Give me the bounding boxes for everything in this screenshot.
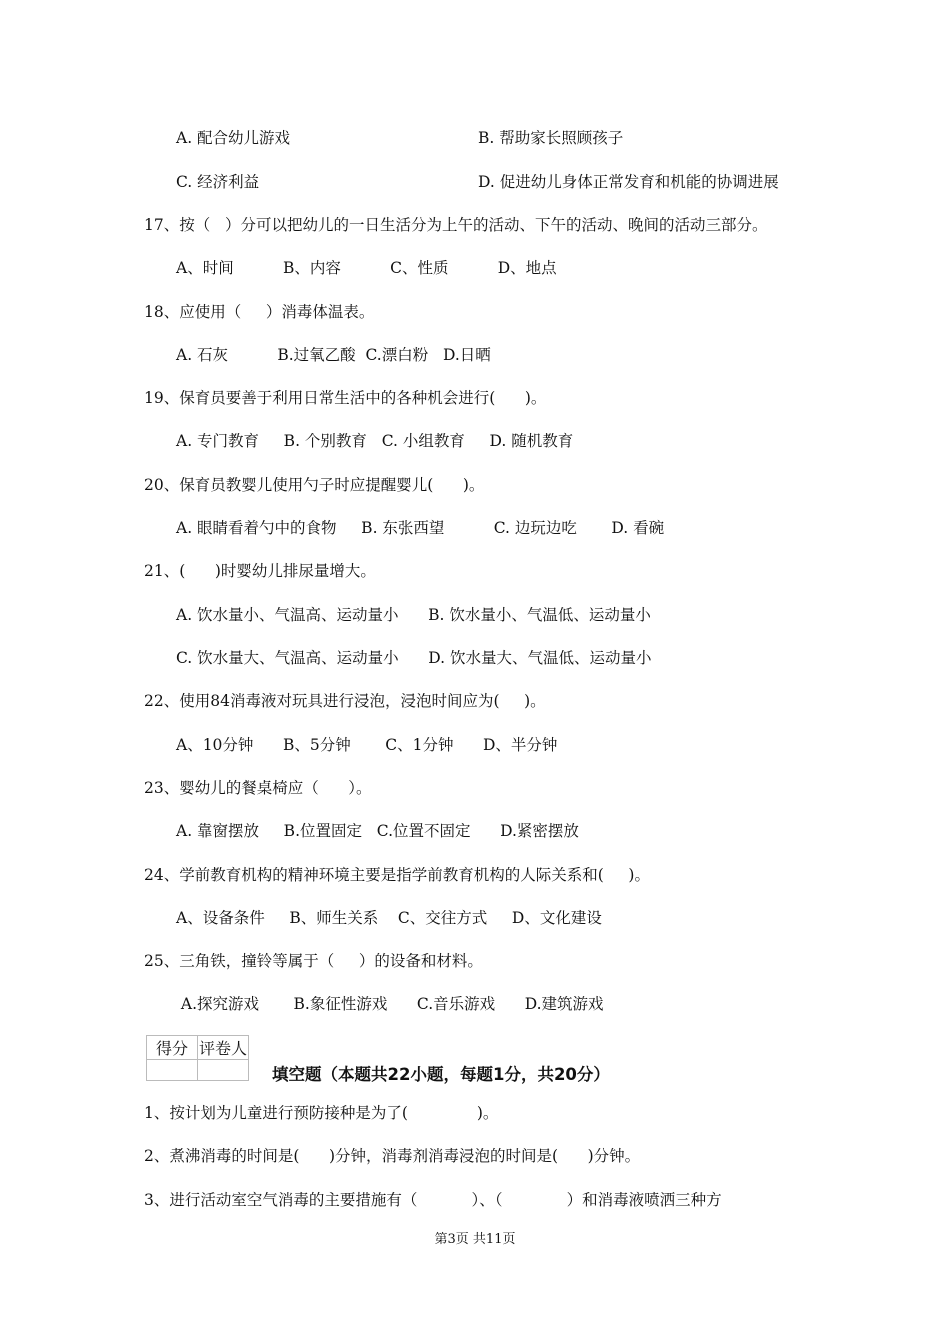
question-18: 18、应使用（ ）消毒体温表。 (144, 303, 375, 321)
fill-question-3: 3、进行活动室空气消毒的主要措施有（ ）、（ ）和消毒液喷洒三种方 (144, 1191, 722, 1209)
fill-question-2: 2、煮沸消毒的时间是( )分钟，消毒剂消毒浸泡的时间是( )分钟。 (144, 1147, 641, 1165)
score-cell (147, 1060, 198, 1081)
question-21-options-ab: A. 饮水量小、气温高、运动量小 B. 饮水量小、气温低、运动量小 (176, 606, 651, 624)
question-23: 23、婴幼儿的餐桌椅应（ ）。 (144, 779, 372, 797)
question-19: 19、保育员要善于利用日常生活中的各种机会进行( )。 (144, 389, 547, 407)
question-24: 24、学前教育机构的精神环境主要是指学前教育机构的人际关系和( )。 (144, 866, 650, 884)
question-20: 20、保育员教婴儿使用勺子时应提醒婴儿( )。 (144, 476, 485, 494)
question-17-options: A、时间 B、内容 C、性质 D、地点 (176, 259, 557, 277)
q16-option-b: B. 帮助家长照顾孩子 (478, 129, 624, 147)
question-23-options: A. 靠窗摆放 B.位置固定 C.位置不固定 D.紧密摆放 (176, 822, 579, 840)
fill-question-1: 1、按计划为儿童进行预防接种是为了( )。 (144, 1104, 499, 1122)
q16-option-d: D. 促进幼儿身体正常发育和机能的协调进展 (478, 173, 779, 191)
score-label: 得分 (147, 1036, 198, 1060)
question-25: 25、三角铁，撞铃等属于（ ）的设备和材料。 (144, 952, 483, 970)
section-title: 填空题（本题共22小题，每题1分，共20分） (272, 1065, 610, 1084)
score-box (146, 1035, 249, 1081)
question-19-options: A. 专门教育 B. 个别教育 C. 小组教育 D. 随机教育 (176, 432, 574, 450)
question-21: 21、( )时婴幼儿排尿量增大。 (144, 562, 376, 580)
question-18-options: A. 石灰 B.过氧乙酸 C.漂白粉 D.日晒 (176, 346, 491, 364)
question-25-options: A.探究游戏 B.象征性游戏 C.音乐游戏 D.建筑游戏 (176, 995, 604, 1013)
q16-option-c: C. 经济利益 (176, 173, 260, 191)
grader-cell (198, 1060, 249, 1081)
q16-option-a: A. 配合幼儿游戏 (176, 129, 291, 147)
page-footer: 第3页 共11页 (434, 1232, 516, 1247)
question-22-options: A、10分钟 B、5分钟 C、1分钟 D、半分钟 (176, 736, 558, 754)
question-24-options: A、设备条件 B、师生关系 C、交往方式 D、文化建设 (176, 909, 602, 927)
question-22: 22、使用84消毒液对玩具进行浸泡，浸泡时间应为( )。 (144, 692, 546, 710)
question-20-options: A. 眼睛看着勺中的食物 B. 东张西望 C. 边玩边吃 D. 看碗 (176, 519, 665, 537)
question-17: 17、按（ ）分可以把幼儿的一日生活分为上午的活动、下午的活动、晚间的活动三部分。 (144, 216, 768, 234)
grader-label: 评卷人 (198, 1036, 249, 1060)
question-21-options-cd: C. 饮水量大、气温高、运动量小 D. 饮水量大、气温低、运动量小 (176, 649, 652, 667)
